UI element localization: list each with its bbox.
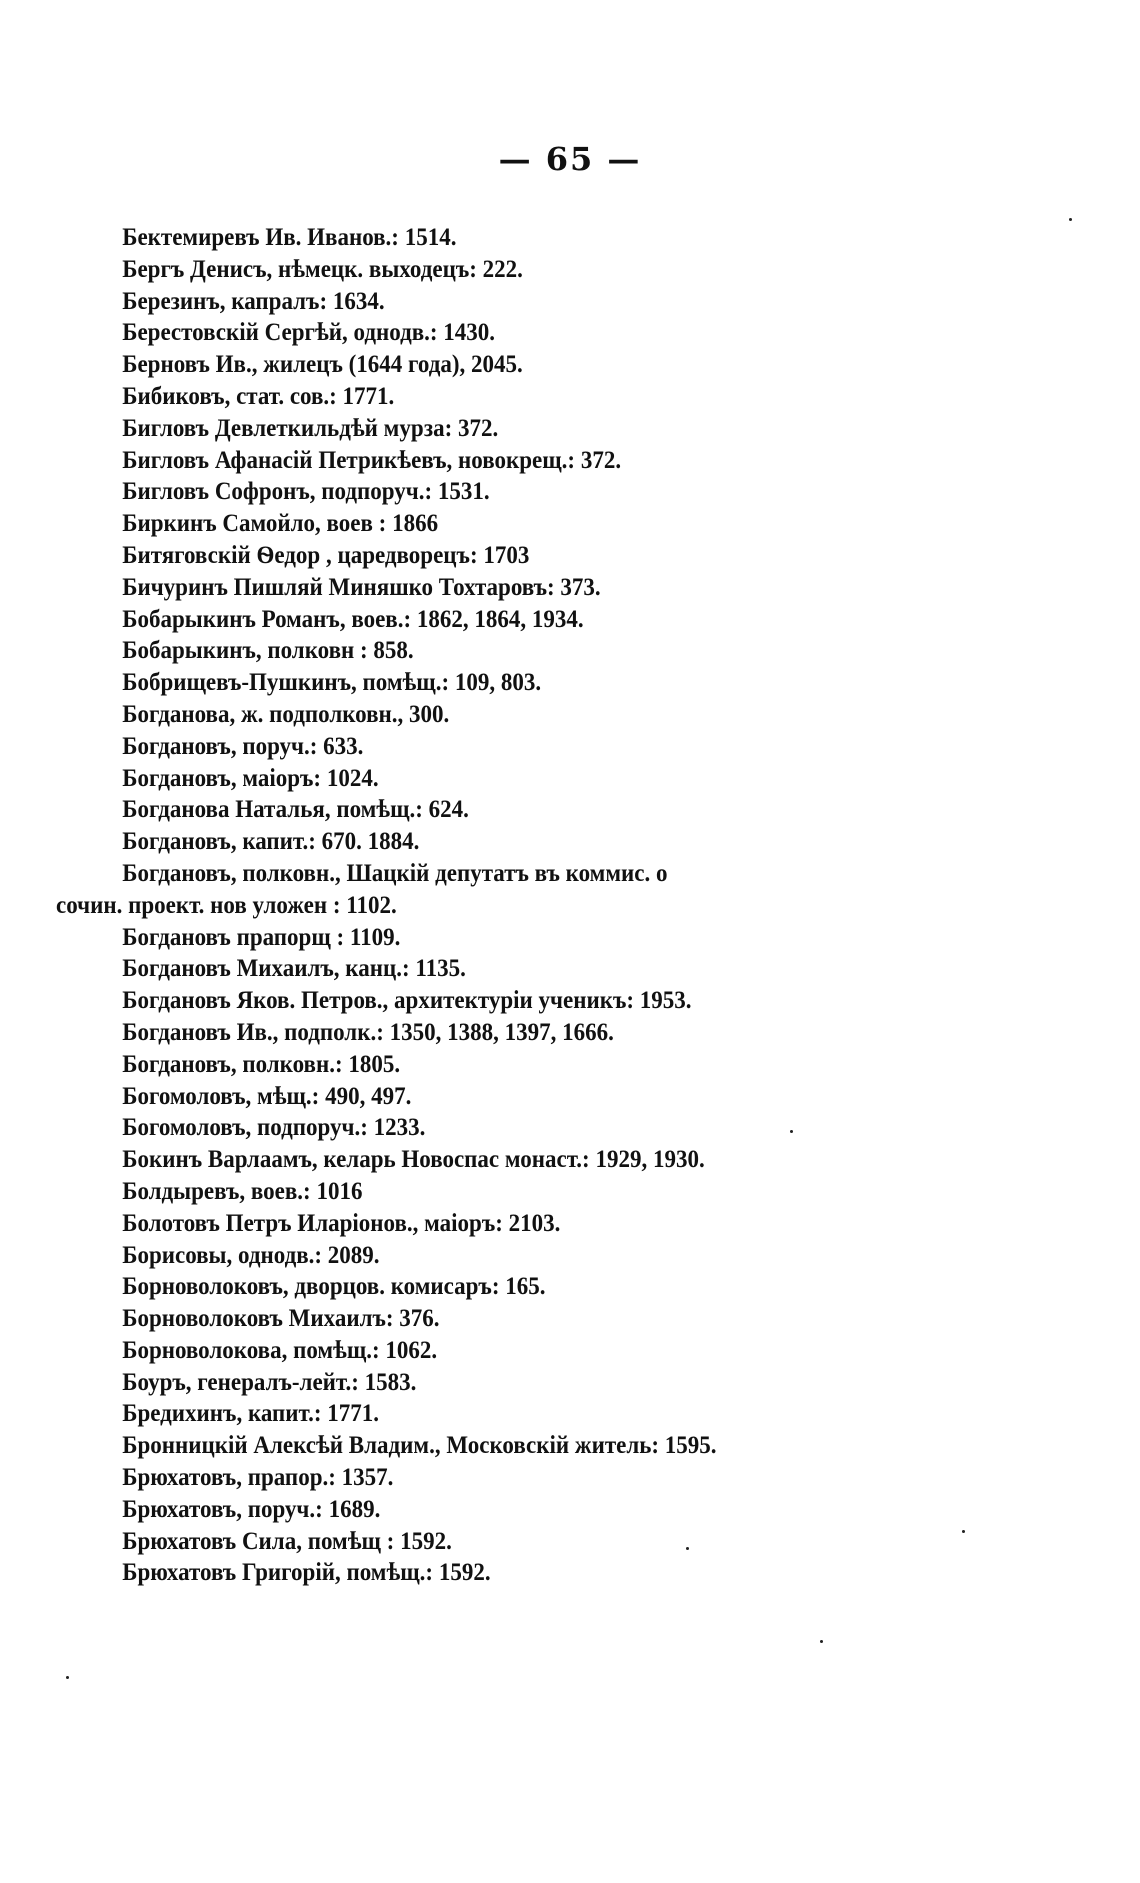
index-entry: Борисовы, однодв.: 2089. bbox=[122, 1241, 380, 1269]
index-entry: Борноволокова, помѣщ.: 1062. bbox=[122, 1336, 438, 1364]
index-entry: Брюхатовъ, прапор.: 1357. bbox=[122, 1464, 394, 1492]
index-entry: Богдановъ Ив., подполк.: 1350, 1388, 1397, 1666. bbox=[122, 1018, 614, 1046]
index-entry: Брюхатовъ Сила, помѣщ : 1592. bbox=[122, 1527, 452, 1555]
index-entry: Березинъ, капралъ: 1634. bbox=[122, 287, 385, 315]
index-entry: Богданова Наталья, помѣщ.: 624. bbox=[122, 796, 469, 824]
index-entry: Бигловъ Софронъ, подпоруч.: 1531. bbox=[122, 478, 490, 506]
index-entry: Брюхатовъ, поруч.: 1689. bbox=[122, 1495, 381, 1523]
index-entry: Бичуринъ Пишляй Миняшко Тохтаровъ: 373. bbox=[122, 573, 601, 601]
index-entry: Бигловъ Девлеткильдѣй мурза: 372. bbox=[122, 414, 499, 442]
index-entry: Болдыревъ, воев.: 1016 bbox=[122, 1177, 363, 1205]
index-entry-continuation: сочин. проект. нов уложен : 1102. bbox=[56, 891, 397, 919]
index-entry: Бобарыкинъ, полковн : 858. bbox=[122, 637, 414, 665]
index-entry: Бектемиревъ Ив. Иванов.: 1514. bbox=[122, 224, 457, 251]
index-entry: Брюхатовъ Григорій, помѣщ.: 1592. bbox=[122, 1559, 491, 1587]
index-entry: Болотовъ Петръ Иларіонов., маіоръ: 2103. bbox=[122, 1209, 561, 1237]
index-entry: Богомоловъ, подпоруч.: 1233. bbox=[122, 1114, 426, 1142]
index-entry: Богдановъ, полковн.: 1805. bbox=[122, 1050, 401, 1078]
index-entry: Бобрищевъ-Пушкинъ, помѣщ.: 109, 803. bbox=[122, 669, 542, 697]
scan-speck bbox=[1069, 218, 1072, 221]
index-entry: Бигловъ Афанасій Петрикѣевъ, новокрещ.: 372. bbox=[122, 446, 622, 474]
index-entry: Богдановъ, маіоръ: 1024. bbox=[122, 764, 379, 792]
page-number: — 65 — bbox=[498, 140, 642, 178]
index-entry: Битяговскій Ѳедор , царедворецъ: 1703 bbox=[122, 541, 530, 569]
scan-speck bbox=[790, 1130, 793, 1133]
index-entry: Богдановъ, поруч.: 633. bbox=[122, 732, 364, 760]
index-entry: Боуръ, генералъ-лейт.: 1583. bbox=[122, 1368, 417, 1396]
index-entry: Борноволоковъ, дворцов. комисаръ: 165. bbox=[122, 1273, 546, 1301]
scan-speck bbox=[686, 1547, 689, 1550]
index-entry: Богдановъ, капит.: 670. 1884. bbox=[122, 828, 420, 856]
index-entry: Богдановъ прапорщ : 1109. bbox=[122, 923, 401, 951]
index-entry: Бокинъ Варлаамъ, келарь Новоспас монаст.: 1929, 1930. bbox=[122, 1146, 705, 1174]
index-entry: Бобарыкинъ Романъ, воев.: 1862, 1864, 1934. bbox=[122, 605, 584, 633]
index-entry: Богдановъ, полковн., Шацкій депутатъ въ коммис. о bbox=[122, 859, 668, 887]
scan-speck bbox=[820, 1640, 823, 1643]
index-entry: Богдановъ Михаилъ, канц.: 1135. bbox=[122, 955, 466, 983]
scan-speck bbox=[962, 1530, 965, 1533]
index-entry: Борноволоковъ Михаилъ: 376. bbox=[122, 1305, 440, 1333]
index-entry: Богданова, ж. подполковн., 300. bbox=[122, 700, 450, 728]
index-entry: Бронницкій Алексѣй Владим., Московскій житель: 1595. bbox=[122, 1432, 717, 1460]
index-entries bbox=[56, 222, 1116, 1589]
index-entry: Берновъ Ив., жилецъ (1644 года), 2045. bbox=[122, 351, 523, 379]
index-entry: Биркинъ Самойло, воев : 1866 bbox=[122, 510, 439, 538]
index-entry: Богдановъ Яков. Петров., архитектуріи ученикъ: 1953. bbox=[122, 987, 692, 1015]
index-entry: Бергъ Денисъ, нѣмецк. выходецъ: 222. bbox=[122, 255, 523, 283]
index-entry: Бредихинъ, капит.: 1771. bbox=[122, 1400, 380, 1428]
index-entry: Богомоловъ, мѣщ.: 490, 497. bbox=[122, 1082, 412, 1110]
index-entry: Бибиковъ, стат. сов.: 1771. bbox=[122, 382, 395, 410]
index-entry: Берестовскій Сергѣй, однодв.: 1430. bbox=[122, 319, 496, 347]
scan-speck bbox=[66, 1676, 69, 1679]
